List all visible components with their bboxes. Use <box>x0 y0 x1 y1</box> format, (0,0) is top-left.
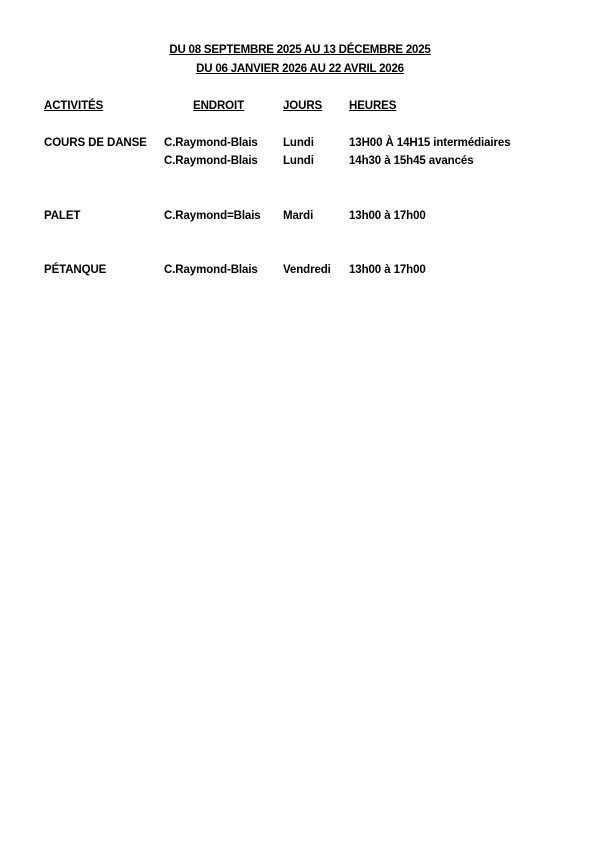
row-4-endroit: C.Raymond-Blais <box>164 264 258 276</box>
header-jours: JOURS <box>283 100 323 112</box>
row-3-activite: PALET <box>44 210 81 222</box>
header-heures: HEURES <box>349 100 397 112</box>
period-title-2: DU 06 JANVIER 2026 AU 22 AVRIL 2026 <box>196 63 404 75</box>
row-4-heure: 13h00 à 17h00 <box>349 264 426 276</box>
row-3-jour: Mardi <box>283 210 314 222</box>
row-1-jour: Lundi <box>283 137 314 149</box>
period-title-1: DU 08 SEPTEMBRE 2025 AU 13 DÉCEMBRE 2025 <box>169 44 431 56</box>
row-3-heure: 13h00 à 17h00 <box>349 210 426 222</box>
row-1-endroit: C.Raymond-Blais <box>164 137 258 149</box>
row-1-activite: COURS DE DANSE <box>44 137 147 149</box>
row-2-endroit: C.Raymond-Blais <box>164 155 258 167</box>
row-1-heure: 13H00 À 14H15 intermédiaires <box>349 137 511 149</box>
row-2-jour: Lundi <box>283 155 314 167</box>
row-4-jour: Vendredi <box>283 264 331 276</box>
row-2-heure: 14h30 à 15h45 avancés <box>349 155 474 167</box>
row-4-activite: PÉTANQUE <box>44 264 107 276</box>
header-endroit: ENDROIT <box>193 100 245 112</box>
header-activites: ACTIVITÉS <box>44 100 104 112</box>
row-3-endroit: C.Raymond=Blais <box>164 210 261 222</box>
